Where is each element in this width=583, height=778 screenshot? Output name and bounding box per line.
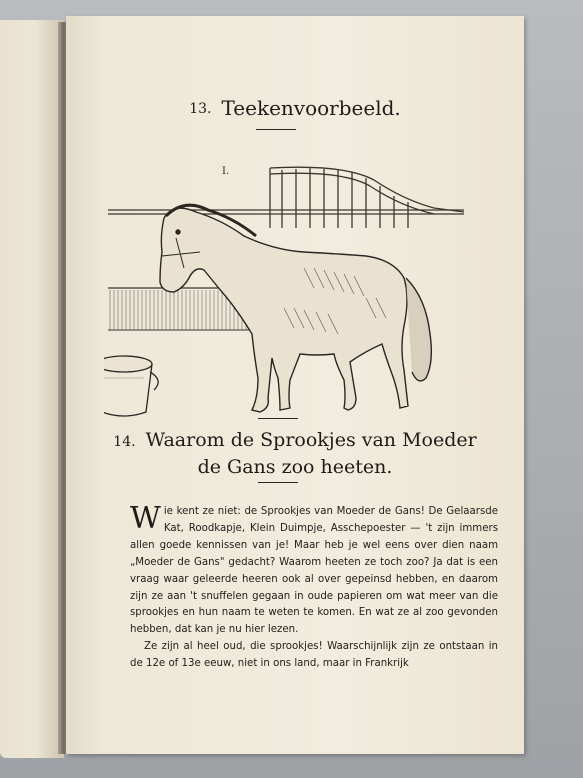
section-14-title-line2: de Gans zoo heeten. xyxy=(197,456,393,478)
section-13-title: Teekenvoorbeeld. xyxy=(221,96,401,120)
horse-illustration xyxy=(104,158,464,426)
heading-divider xyxy=(256,129,296,130)
book-page xyxy=(66,16,524,754)
section-14-heading xyxy=(66,428,524,480)
stable-gate xyxy=(108,167,464,228)
figure-label: I. xyxy=(222,166,230,177)
story-text xyxy=(130,501,498,673)
section-13-number: 13. xyxy=(189,101,212,117)
paragraph-2: Ze zijn al heel oud, die sprookjes! Waarschijnlijk zijn ze ontstaan in de 12e of 13e eeuw, niet in ons land, maar in Frankrijk xyxy=(130,641,498,670)
illustration-divider xyxy=(258,418,298,419)
paragraph-1 xyxy=(130,501,498,639)
left-page-edge xyxy=(0,20,64,758)
section-14-number: 14. xyxy=(113,434,136,450)
section-14-title-line1: Waarom de Sprookjes van Moeder xyxy=(145,429,477,451)
drop-cap: W xyxy=(130,501,161,536)
section-13-heading xyxy=(66,96,524,120)
bucket xyxy=(104,356,158,416)
horse xyxy=(160,205,431,412)
paragraph-1-text: ie kent ze niet: de Sprookjes van Moeder de Gans! De Gelaarsde Kat, Roodkapje, Klein Duimpje, Asschepoester — 't zijn immers allen goede kennissen van je! Maar heb je wel eens over dien naam „Moeder de Gans" gedacht? Waarom heeten ze toch zoo? Ja dat is een vraag waar geleerde heeren ook al over gepeinsd hebben, en daarom zijn ze aan 't snuffelen gegaan in oude papieren om wat meer van die sprookjes en hun naam te weten te komen. En wat ze al zoo gevonden hebben, dat kan je nu hier lezen. xyxy=(130,506,498,636)
section-14-divider xyxy=(258,482,298,483)
